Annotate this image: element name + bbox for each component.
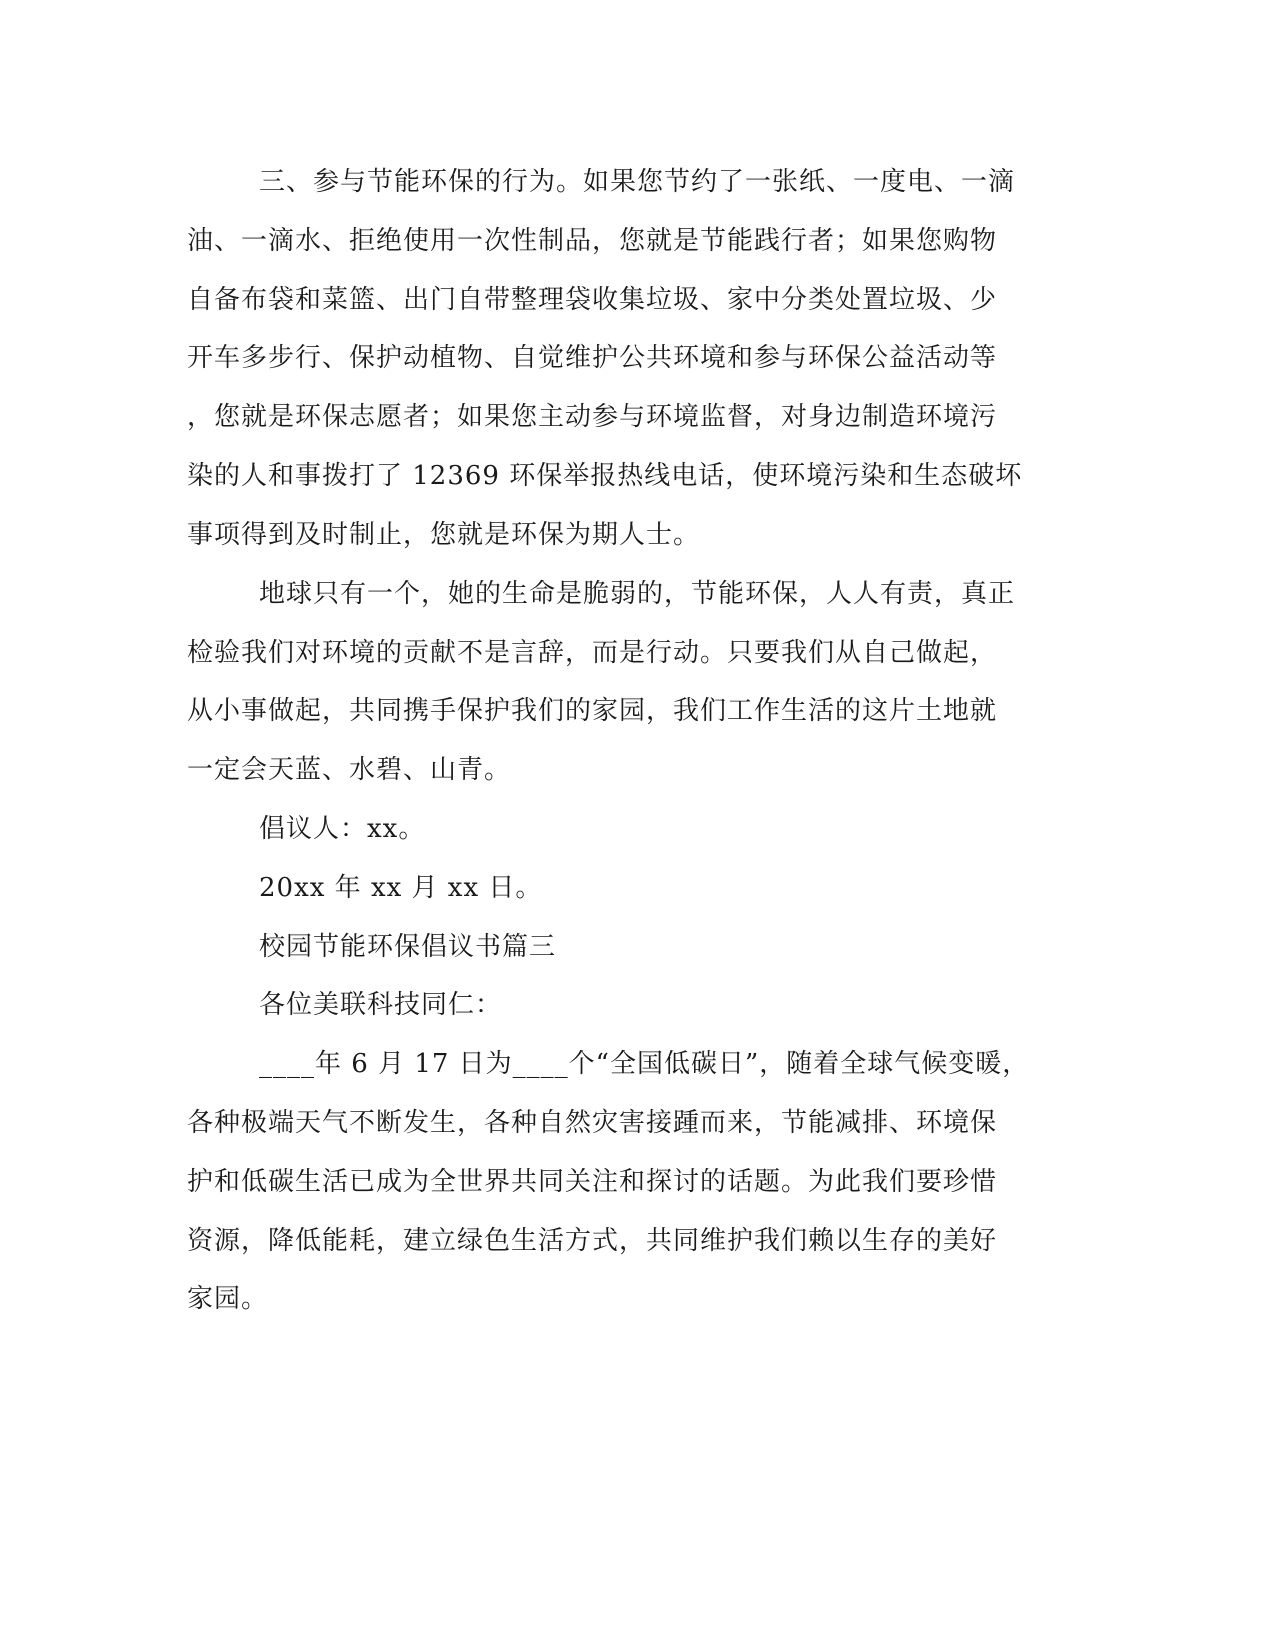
paragraph-line: 地球只有一个，她的生命是脆弱的，节能环保，人人有责，真正 (259, 579, 1016, 609)
paragraph-line: 家园。 (187, 1284, 269, 1314)
paragraph-line: 三、参与节能环保的行为。如果您节约了一张纸、一度电、一滴 (259, 167, 1016, 197)
signatory-line: 倡议人：xx。 (259, 814, 426, 844)
paragraph-line: 开车多步行、保护动植物、自觉维护公共环境和参与环保公益活动等 (187, 343, 998, 373)
paragraph-line: 护和低碳生活已成为全世界共同关注和探讨的话题。为此我们要珍惜 (187, 1167, 998, 1197)
paragraph-line: 资源，降低能耗，建立绿色生活方式，共同维护我们赖以生存的美好 (187, 1226, 998, 1256)
paragraph-line: 自备布袋和菜篮、出门自带整理袋收集垃圾、家中分类处置垃圾、少 (187, 285, 998, 315)
paragraph-line: ，您就是环保志愿者；如果您主动参与环境监督，对身边制造环境污 (187, 402, 998, 432)
salutation: 各位美联科技同仁： (259, 990, 503, 1020)
date-line: 20xx 年 xx 月 xx 日。 (259, 873, 543, 903)
paragraph-line: 一定会天蓝、水碧、山青。 (187, 755, 512, 785)
paragraph-line: ____年 6 月 17 日为____个“全国低碳日”，随着全球气候变暖， (259, 1049, 1030, 1079)
paragraph-line: 检验我们对环境的贡献不是言辞，而是行动。只要我们从自己做起， (187, 638, 998, 668)
paragraph-line: 染的人和事拨打了 12369 环保举报热线电话，使环境污染和生态破坏 (187, 461, 1023, 491)
paragraph-line: 从小事做起，共同携手保护我们的家园，我们工作生活的这片土地就 (187, 696, 998, 726)
paragraph-line: 事项得到及时制止，您就是环保为期人士。 (187, 520, 701, 550)
paragraph-line: 油、一滴水、拒绝使用一次性制品，您就是节能践行者；如果您购物 (187, 226, 998, 256)
paragraph-line: 各种极端天气不断发生，各种自然灾害接踵而来，节能减排、环境保 (187, 1108, 998, 1138)
section-title: 校园节能环保倡议书篇三 (259, 932, 557, 962)
